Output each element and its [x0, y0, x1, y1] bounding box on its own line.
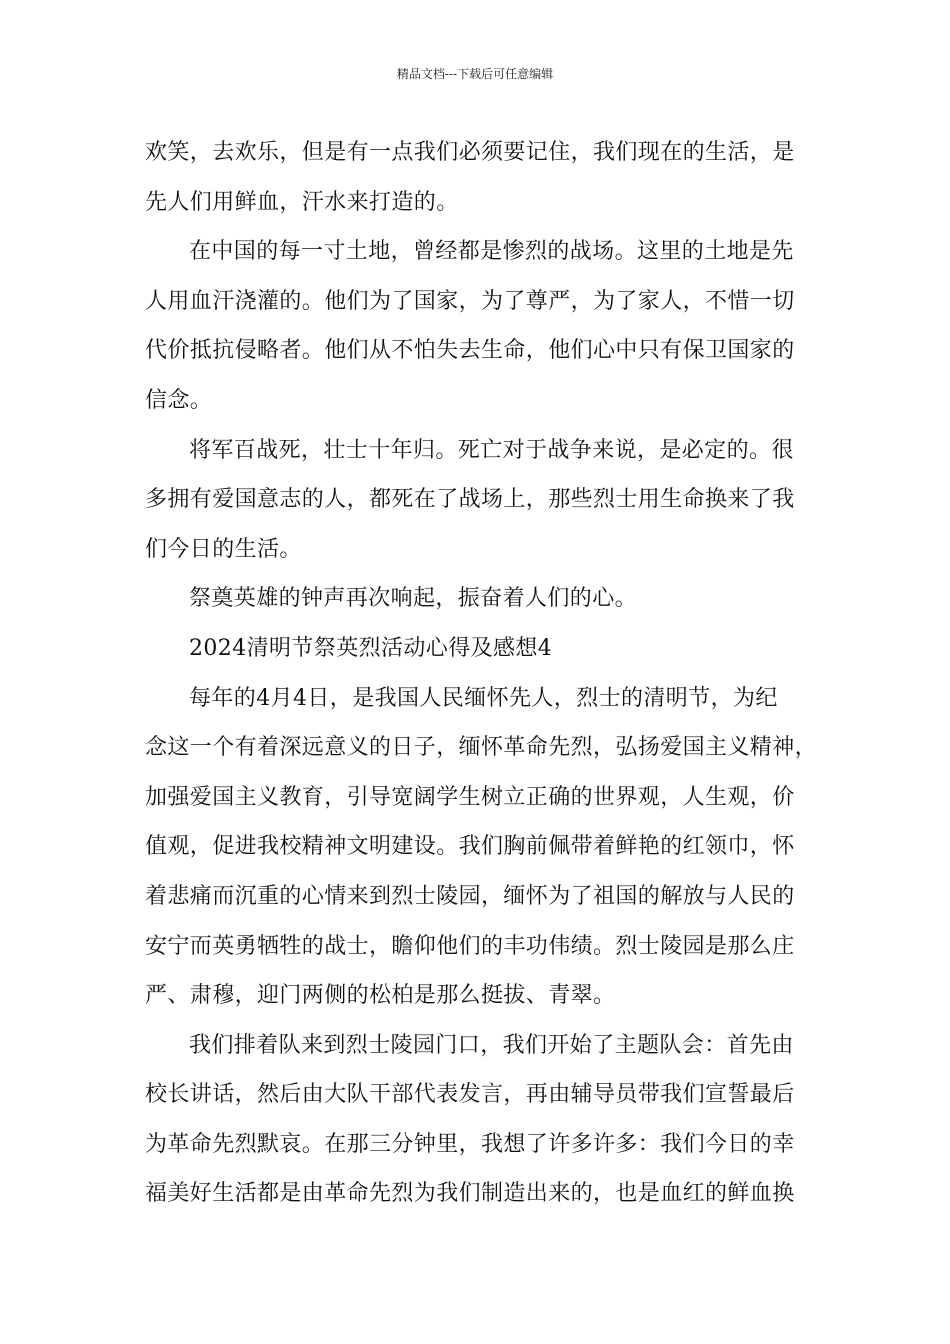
paragraph-7 [145, 1021, 835, 1219]
text-line: 值观，促进我校精神文明建设。我们胸前佩带着鲜艳的红领巾，怀 [145, 834, 795, 860]
paragraph-3 [145, 426, 835, 575]
text-line: 们今日的生活。 [145, 536, 302, 562]
document-body [145, 128, 835, 1219]
paragraph-2 [145, 227, 835, 425]
text-line: 先人们用鲜血，汗水来打造的。 [145, 189, 459, 215]
text-line: 代价抵抗侵略者。他们从不怕失去生命，他们心中只有保卫国家的 [145, 338, 795, 364]
text-line: 着悲痛而沉重的心情来到烈士陵园，缅怀为了祖国的解放与人民的 [145, 883, 795, 909]
paragraph-1 [145, 128, 835, 227]
text-line: 为革命先烈默哀。在那三分钟里，我想了许多许多：我们今日的幸 [145, 1131, 795, 1157]
text-line: 我们排着队来到烈士陵园门口，我们开始了主题队会：首先由 [189, 1032, 794, 1058]
text-line: 将军百战死，壮士十年归。死亡对于战争来说，是必定的。很 [189, 437, 794, 463]
text-line: 安宁而英勇牺牲的战士，瞻仰他们的丰功伟绩。烈士陵园是那么庄 [145, 933, 795, 959]
text-line: 多拥有爱国意志的人，都死在了战场上，那些烈士用生命换来了我 [145, 487, 795, 513]
page-header: 精品文档---下载后可任意编辑 [396, 67, 554, 81]
text-line: 福美好生活都是由革命先烈为我们制造出来的，也是血红的鲜血换 [145, 1181, 795, 1207]
text-line: 念这一个有着深远意义的日子，缅怀革命先烈，弘扬爱国主义精神， [145, 735, 818, 761]
paragraph-4 [145, 574, 835, 624]
text-line: 每年的4月4日，是我国人民缅怀先人，烈士的清明节，为纪 [189, 685, 778, 711]
text-line: 信念。 [145, 387, 213, 413]
text-line: 欢笑，去欢乐，但是有一点我们必须要记住，我们现在的生活，是 [145, 140, 795, 165]
text-line: 在中国的每一寸土地，曾经都是惨烈的战场。这里的土地是先 [189, 239, 794, 265]
text-line: 加强爱国主义教育，引导宽阔学生树立正确的世界观，人生观，价 [145, 784, 795, 810]
text-line: 祭奠英雄的钟声再次响起，振奋着人们的心。 [189, 586, 638, 612]
text-line: 人用血汗浇灌的。他们为了国家，为了尊严，为了家人，不惜一切 [145, 288, 795, 314]
text-line: 严、肃穆，迎门两侧的松柏是那么挺拔、青翠。 [145, 983, 616, 1009]
paragraph-6 [145, 674, 835, 1021]
text-line: 校长讲话，然后由大队干部代表发言，再由辅导员带我们宣誓最后 [145, 1082, 795, 1108]
section-heading [145, 624, 835, 674]
heading-text: 2024清明节祭英烈活动心得及感想4 [189, 635, 553, 661]
